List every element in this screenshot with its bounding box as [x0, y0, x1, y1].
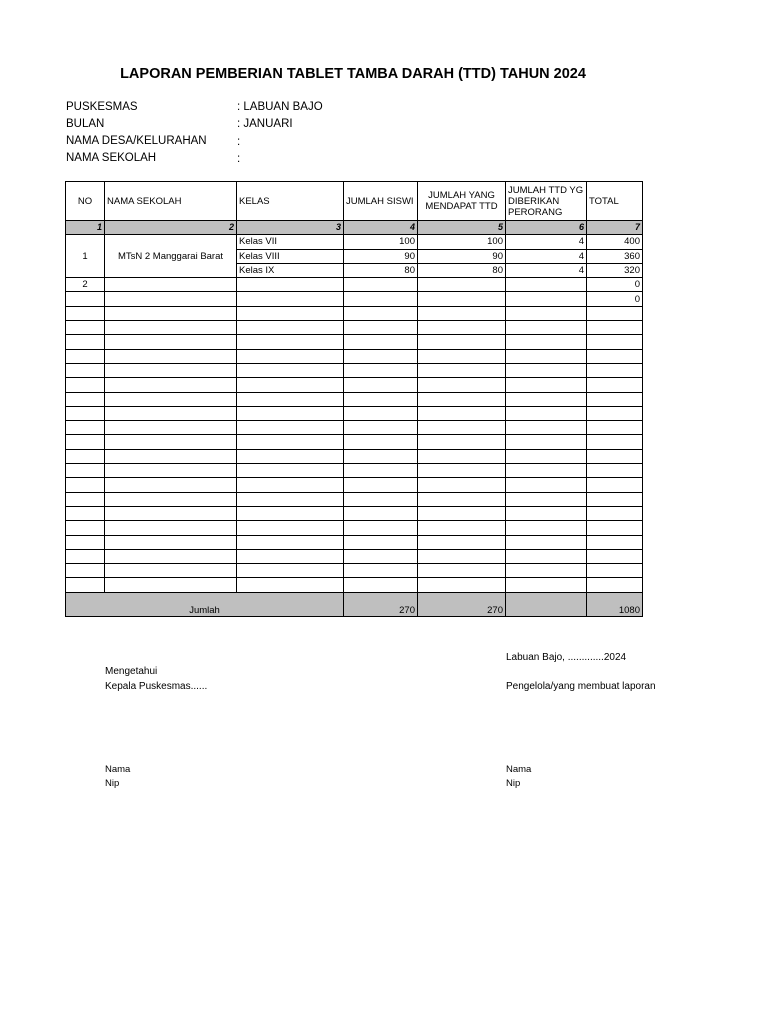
empty-cell — [506, 478, 587, 492]
empty-row — [66, 335, 643, 349]
school-1-name: MTsN 2 Manggarai Barat — [105, 235, 237, 278]
empty-cell — [418, 535, 506, 549]
empty-cell — [587, 535, 643, 549]
pengelola-label: Pengelola/yang membuat laporan — [506, 681, 656, 692]
empty-cell — [418, 549, 506, 563]
kelas-cell: Kelas VII — [237, 235, 344, 249]
empty-cell — [418, 349, 506, 363]
kepala-label: Kepala Puskesmas...... — [105, 681, 208, 692]
empty-cell — [105, 521, 237, 535]
empty-row — [66, 492, 643, 506]
empty-row — [66, 406, 643, 420]
empty-cell — [506, 549, 587, 563]
empty-cell — [506, 449, 587, 463]
empty-cell — [418, 435, 506, 449]
empty-cell — [237, 564, 344, 578]
empty-cell — [344, 506, 418, 520]
index-row — [66, 221, 643, 235]
empty-cell — [66, 464, 105, 478]
empty-cell — [587, 564, 643, 578]
empty-cell — [105, 292, 237, 306]
empty-cell — [418, 292, 506, 306]
empty-row — [66, 349, 643, 363]
empty-cell — [506, 492, 587, 506]
total-cell: 400 — [587, 235, 643, 249]
empty-cell — [237, 278, 344, 292]
empty-cell — [587, 449, 643, 463]
report-table — [65, 181, 643, 617]
index-cell: 4 — [344, 221, 418, 235]
total-cell: 0 — [587, 278, 643, 292]
empty-cell — [506, 521, 587, 535]
empty-cell — [66, 506, 105, 520]
empty-cell — [66, 535, 105, 549]
report-title: LAPORAN PEMBERIAN TABLET TAMBA DARAH (TTD) TAHUN 2024 — [120, 66, 586, 82]
empty-row — [66, 392, 643, 406]
empty-cell — [105, 449, 237, 463]
empty-cell — [237, 349, 344, 363]
empty-cell — [344, 578, 418, 592]
mendapat-cell: 80 — [418, 263, 506, 277]
empty-cell — [105, 378, 237, 392]
empty-cell — [506, 363, 587, 377]
empty-cell — [237, 335, 344, 349]
empty-cell — [587, 349, 643, 363]
empty-cell — [237, 449, 344, 463]
empty-cell — [66, 449, 105, 463]
empty-row — [66, 464, 643, 478]
empty-row — [66, 449, 643, 463]
table-row — [66, 278, 643, 292]
header-no: NO — [66, 182, 105, 221]
empty-cell — [66, 435, 105, 449]
school-1-no: 1 — [66, 235, 105, 278]
empty-cell — [506, 378, 587, 392]
empty-cell — [344, 278, 418, 292]
empty-cell — [66, 521, 105, 535]
empty-cell — [66, 578, 105, 592]
empty-cell — [105, 421, 237, 435]
empty-cell — [105, 349, 237, 363]
per-orang-cell: 4 — [506, 249, 587, 263]
empty-cell — [587, 478, 643, 492]
header-nama-sekolah: NAMA SEKOLAH — [105, 182, 237, 221]
empty-cell — [418, 478, 506, 492]
header-jumlah-siswi: JUMLAH SISWI — [344, 182, 418, 221]
sum-total: 1080 — [587, 592, 643, 616]
empty-cell — [506, 306, 587, 320]
empty-cell — [587, 421, 643, 435]
siswi-cell: 100 — [344, 235, 418, 249]
empty-cell — [344, 564, 418, 578]
empty-cell — [237, 392, 344, 406]
sum-mendapat: 270 — [418, 592, 506, 616]
empty-cell — [344, 306, 418, 320]
empty-cell — [344, 335, 418, 349]
total-cell: 320 — [587, 263, 643, 277]
siswi-cell: 90 — [344, 249, 418, 263]
empty-cell — [506, 535, 587, 549]
empty-cell — [506, 292, 587, 306]
place-date: Labuan Bajo, .............2024 — [506, 652, 627, 663]
empty-cell — [105, 278, 237, 292]
empty-cell — [506, 335, 587, 349]
empty-cell — [237, 464, 344, 478]
empty-cell — [105, 435, 237, 449]
empty-row — [66, 549, 643, 563]
index-cell: 2 — [105, 221, 237, 235]
index-cell: 5 — [418, 221, 506, 235]
header-row — [66, 182, 643, 221]
index-cell: 7 — [587, 221, 643, 235]
empty-cell — [587, 506, 643, 520]
empty-cell — [587, 549, 643, 563]
empty-cell — [587, 335, 643, 349]
kelas-cell: Kelas VIII — [237, 249, 344, 263]
empty-cell — [237, 506, 344, 520]
empty-cell — [506, 421, 587, 435]
empty-cell — [237, 378, 344, 392]
empty-cell — [344, 492, 418, 506]
empty-cell — [105, 478, 237, 492]
empty-cell — [418, 506, 506, 520]
sum-row — [66, 592, 643, 616]
empty-cell — [344, 378, 418, 392]
info-label-sekolah: NAMA SEKOLAH — [66, 152, 157, 164]
empty-cell — [506, 506, 587, 520]
empty-cell — [66, 564, 105, 578]
empty-cell — [105, 506, 237, 520]
empty-cell — [66, 549, 105, 563]
empty-row — [66, 564, 643, 578]
table-row — [66, 292, 643, 306]
mendapat-cell: 100 — [418, 235, 506, 249]
empty-row — [66, 421, 643, 435]
empty-cell — [506, 578, 587, 592]
mengetahui-label: Mengetahui — [105, 666, 158, 677]
empty-cell — [105, 321, 237, 335]
empty-row — [66, 506, 643, 520]
empty-cell — [587, 321, 643, 335]
empty-cell — [506, 464, 587, 478]
nama-right: Nama — [506, 764, 532, 775]
empty-cell — [587, 464, 643, 478]
empty-cell — [587, 406, 643, 420]
empty-row — [66, 578, 643, 592]
empty-cell — [344, 449, 418, 463]
empty-cell — [344, 478, 418, 492]
empty-cell — [506, 392, 587, 406]
empty-cell — [66, 292, 105, 306]
empty-cell — [344, 321, 418, 335]
empty-cell — [344, 549, 418, 563]
total-cell: 360 — [587, 249, 643, 263]
empty-cell — [418, 335, 506, 349]
empty-cell — [418, 278, 506, 292]
empty-cell — [237, 492, 344, 506]
empty-row — [66, 521, 643, 535]
info-value-puskesmas: : LABUAN BAJO — [237, 101, 323, 113]
empty-cell — [587, 363, 643, 377]
empty-cell — [105, 492, 237, 506]
empty-cell — [105, 535, 237, 549]
empty-cell — [344, 349, 418, 363]
empty-cell — [66, 392, 105, 406]
empty-cell — [418, 392, 506, 406]
empty-cell — [66, 492, 105, 506]
empty-cell — [418, 449, 506, 463]
school-2-no: 2 — [66, 278, 105, 292]
empty-cell — [587, 521, 643, 535]
empty-cell — [66, 349, 105, 363]
info-label-puskesmas: PUSKESMAS — [66, 101, 138, 113]
empty-cell — [237, 321, 344, 335]
header-total: TOTAL — [587, 182, 643, 221]
empty-cell — [66, 378, 105, 392]
sum-label: Jumlah — [66, 592, 344, 616]
sum-empty — [506, 592, 587, 616]
empty-cell — [418, 406, 506, 420]
empty-cell — [66, 335, 105, 349]
empty-cell — [344, 464, 418, 478]
index-cell: 1 — [66, 221, 105, 235]
empty-cell — [344, 363, 418, 377]
empty-cell — [506, 406, 587, 420]
empty-cell — [66, 306, 105, 320]
mendapat-cell: 90 — [418, 249, 506, 263]
empty-cell — [418, 521, 506, 535]
empty-cell — [344, 392, 418, 406]
empty-cell — [344, 535, 418, 549]
empty-row — [66, 363, 643, 377]
empty-cell — [344, 292, 418, 306]
kelas-cell: Kelas IX — [237, 263, 344, 277]
empty-cell — [418, 421, 506, 435]
nama-left: Nama — [105, 764, 131, 775]
empty-cell — [237, 478, 344, 492]
empty-cell — [66, 321, 105, 335]
info-value-desa: : — [237, 136, 241, 148]
empty-cell — [418, 363, 506, 377]
empty-cell — [344, 421, 418, 435]
empty-cell — [105, 392, 237, 406]
total-cell: 0 — [587, 292, 643, 306]
empty-cell — [587, 492, 643, 506]
empty-row — [66, 478, 643, 492]
empty-cell — [237, 363, 344, 377]
empty-cell — [105, 564, 237, 578]
header-jumlah-mendapat: JUMLAH YANG MENDAPAT TTD — [418, 182, 506, 221]
nip-left: Nip — [105, 778, 120, 789]
empty-cell — [506, 278, 587, 292]
empty-cell — [237, 521, 344, 535]
empty-cell — [237, 306, 344, 320]
empty-cell — [344, 521, 418, 535]
empty-cell — [66, 478, 105, 492]
empty-row — [66, 378, 643, 392]
per-orang-cell: 4 — [506, 235, 587, 249]
empty-cell — [418, 564, 506, 578]
empty-cell — [237, 535, 344, 549]
empty-cell — [418, 578, 506, 592]
empty-cell — [105, 335, 237, 349]
empty-cell — [418, 492, 506, 506]
empty-cell — [587, 578, 643, 592]
empty-cell — [66, 421, 105, 435]
index-cell: 3 — [237, 221, 344, 235]
empty-cell — [587, 392, 643, 406]
empty-cell — [237, 421, 344, 435]
index-cell: 6 — [506, 221, 587, 235]
blank-rows — [66, 306, 643, 592]
empty-cell — [506, 435, 587, 449]
nip-right: Nip — [506, 778, 521, 789]
info-value-sekolah: : — [237, 153, 241, 165]
empty-cell — [66, 406, 105, 420]
empty-row — [66, 306, 643, 320]
empty-cell — [105, 363, 237, 377]
empty-cell — [105, 464, 237, 478]
empty-cell — [237, 406, 344, 420]
info-label-desa: NAMA DESA/KELURAHAN — [66, 135, 207, 147]
empty-cell — [237, 292, 344, 306]
empty-cell — [105, 306, 237, 320]
empty-cell — [418, 378, 506, 392]
empty-cell — [587, 306, 643, 320]
empty-cell — [506, 564, 587, 578]
empty-row — [66, 321, 643, 335]
info-label-bulan: BULAN — [66, 118, 105, 130]
info-value-bulan: : JANUARI — [237, 118, 293, 130]
empty-cell — [587, 378, 643, 392]
sum-siswi: 270 — [344, 592, 418, 616]
empty-row — [66, 535, 643, 549]
empty-cell — [344, 406, 418, 420]
empty-cell — [237, 435, 344, 449]
empty-cell — [105, 578, 237, 592]
empty-cell — [105, 549, 237, 563]
empty-cell — [418, 321, 506, 335]
table-row — [66, 235, 643, 249]
empty-cell — [418, 306, 506, 320]
empty-cell — [66, 363, 105, 377]
empty-cell — [506, 349, 587, 363]
per-orang-cell: 4 — [506, 263, 587, 277]
empty-cell — [506, 321, 587, 335]
empty-cell — [237, 549, 344, 563]
siswi-cell: 80 — [344, 263, 418, 277]
empty-cell — [237, 578, 344, 592]
header-jumlah-ttd: JUMLAH TTD YG DIBERIKAN PERORANG — [506, 182, 587, 221]
empty-cell — [418, 464, 506, 478]
empty-cell — [587, 435, 643, 449]
empty-cell — [105, 406, 237, 420]
empty-cell — [344, 435, 418, 449]
header-kelas: KELAS — [237, 182, 344, 221]
empty-row — [66, 435, 643, 449]
